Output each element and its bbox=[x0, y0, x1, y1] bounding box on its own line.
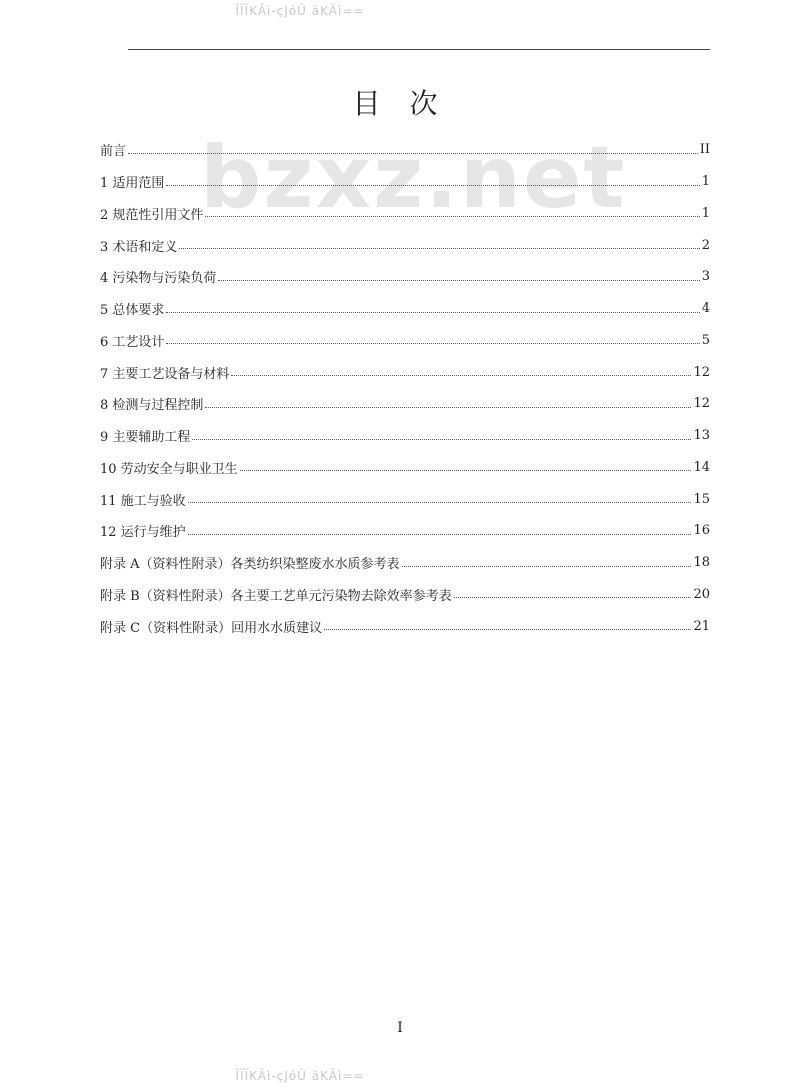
toc-entry-label: 附录 A（资料性附录）各类纺织染整废水水质参考表 bbox=[100, 557, 400, 573]
toc-entry-label: 附录 B（资料性附录）各主要工艺单元污染物去除效率参考表 bbox=[100, 588, 452, 604]
toc-entry[interactable] bbox=[100, 293, 710, 325]
toc-leader-dots bbox=[454, 596, 692, 598]
toc-entry[interactable] bbox=[100, 198, 710, 230]
toc-entry-label: 前言 bbox=[100, 144, 127, 160]
toc-entry-label: 8 检测与过程控制 bbox=[100, 398, 204, 414]
toc-entry-page: 15 bbox=[693, 491, 710, 507]
toc-leader-dots bbox=[188, 501, 692, 503]
toc-leader-dots bbox=[205, 406, 691, 408]
toc-entry[interactable] bbox=[100, 261, 710, 293]
toc-entry-page: 12 bbox=[693, 364, 710, 380]
toc-leader-dots bbox=[192, 438, 691, 440]
header-rule bbox=[128, 49, 710, 50]
toc-leader-dots bbox=[205, 215, 699, 217]
toc-entry-page: 1 bbox=[701, 205, 710, 221]
toc-leader-dots bbox=[218, 279, 699, 281]
toc-leader-dots bbox=[324, 628, 691, 630]
toc-leader-dots bbox=[179, 247, 699, 249]
toc-entry-page: 5 bbox=[701, 332, 710, 348]
toc-leader-dots bbox=[166, 311, 699, 313]
toc-entry-label: 11 施工与验收 bbox=[100, 493, 186, 509]
toc-entry-label: 7 主要工艺设备与材料 bbox=[100, 366, 230, 382]
toc-entry-label: 2 规范性引用文件 bbox=[100, 207, 204, 223]
toc-entry-page: 4 bbox=[701, 301, 710, 317]
toc-entry-page: 12 bbox=[693, 396, 710, 412]
table-of-contents bbox=[100, 134, 710, 642]
toc-entry[interactable] bbox=[100, 134, 710, 166]
toc-entry-page: 13 bbox=[693, 428, 710, 444]
toc-entry-label: 10 劳动安全与职业卫生 bbox=[100, 461, 238, 477]
toc-entry[interactable] bbox=[100, 356, 710, 388]
toc-entry[interactable] bbox=[100, 229, 710, 261]
toc-leader-dots bbox=[402, 565, 692, 567]
toc-leader-dots bbox=[240, 469, 692, 471]
toc-entry-page: 18 bbox=[693, 555, 710, 571]
toc-entry-label: 12 运行与维护 bbox=[100, 525, 186, 541]
toc-leader-dots bbox=[166, 342, 699, 344]
toc-entry-page: 14 bbox=[693, 459, 710, 475]
footer-garbled-text: ÏÏÏKÃì-çJóÛ äKÃì== bbox=[235, 1069, 365, 1083]
toc-entry-label: 6 工艺设计 bbox=[100, 334, 165, 350]
toc-entry-label: 5 总体要求 bbox=[100, 303, 165, 319]
toc-entry[interactable] bbox=[100, 166, 710, 198]
toc-entry-page: 20 bbox=[693, 586, 710, 602]
toc-entry[interactable] bbox=[100, 483, 710, 515]
toc-entry-page: II bbox=[699, 142, 710, 158]
toc-entry[interactable] bbox=[100, 325, 710, 357]
toc-entry-page: 2 bbox=[701, 237, 710, 253]
toc-entry[interactable] bbox=[100, 579, 710, 611]
toc-entry-label: 附录 C（资料性附录）回用水水质建议 bbox=[100, 620, 323, 636]
toc-entry[interactable] bbox=[100, 547, 710, 579]
toc-entry[interactable] bbox=[100, 610, 710, 642]
toc-leader-dots bbox=[231, 374, 691, 376]
toc-entry-page: 21 bbox=[693, 618, 710, 634]
toc-entry-label: 3 术语和定义 bbox=[100, 239, 178, 255]
toc-entry-page: 1 bbox=[701, 174, 710, 190]
toc-entry[interactable] bbox=[100, 420, 710, 452]
toc-leader-dots bbox=[128, 152, 698, 154]
watermark: bzxz.net bbox=[200, 128, 627, 228]
toc-entry-label: 9 主要辅助工程 bbox=[100, 430, 191, 446]
page-title: 目 次 bbox=[352, 87, 448, 120]
toc-entry-label: 1 适用范围 bbox=[100, 176, 165, 192]
toc-leader-dots bbox=[166, 184, 699, 186]
page-number: I bbox=[397, 1020, 403, 1036]
toc-entry-label: 4 污染物与污染负荷 bbox=[100, 271, 217, 287]
toc-entry[interactable] bbox=[100, 452, 710, 484]
toc-entry[interactable] bbox=[100, 515, 710, 547]
header-garbled-text: ÏÏÏKÃì-çJóÛ äKÃì== bbox=[235, 4, 365, 18]
toc-entry[interactable] bbox=[100, 388, 710, 420]
toc-entry-page: 16 bbox=[693, 523, 710, 539]
toc-entry-page: 3 bbox=[701, 269, 710, 285]
toc-leader-dots bbox=[188, 533, 692, 535]
